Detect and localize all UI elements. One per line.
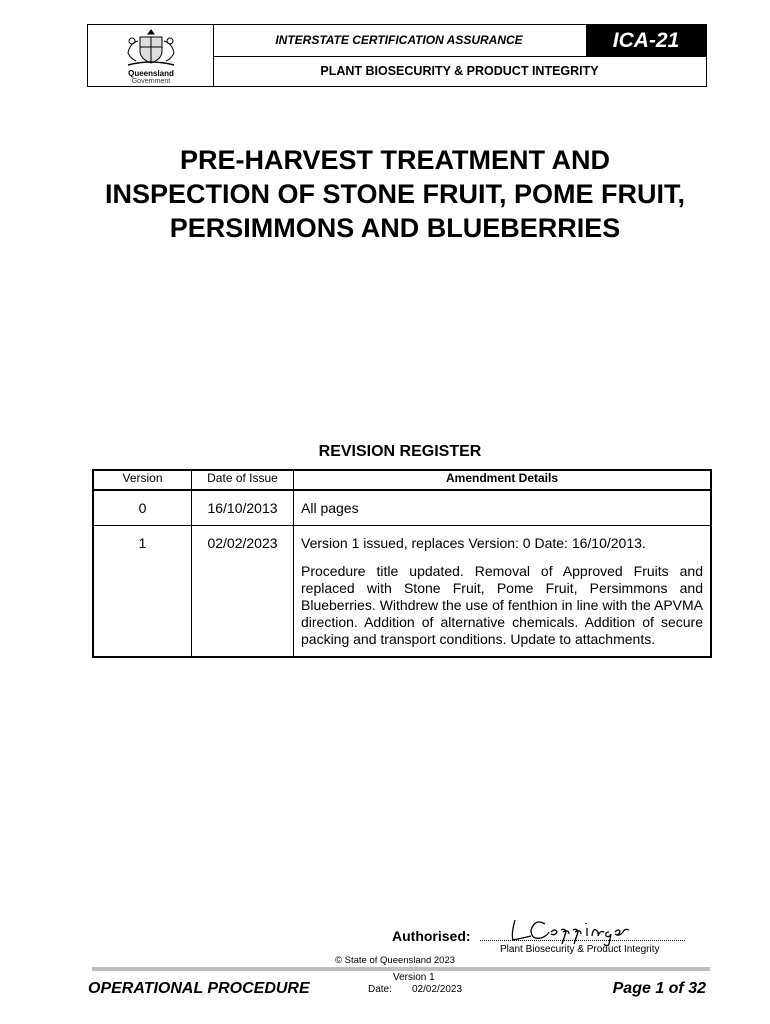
document-title: PRE-HARVEST TREATMENT AND INSPECTION OF STONE FRUIT, POME FRUIT, PERSIMMONS AND BLUEBERRIES xyxy=(104,145,686,243)
col-details-header: Amendment Details xyxy=(294,470,712,490)
authorised-label: Authorised: xyxy=(392,928,471,944)
version-cell: 1 xyxy=(93,526,192,658)
document-header xyxy=(87,24,707,87)
copyright-notice: © State of Queensland 2023 xyxy=(335,955,456,966)
header-division: PLANT BIOSECURITY & PRODUCT INTEGRITY xyxy=(320,64,599,78)
coat-of-arms-icon xyxy=(108,27,194,69)
col-date-header: Date of Issue xyxy=(192,470,294,490)
details-cell xyxy=(294,526,712,658)
details-text: Version 1 issued, replaces Version: 0 Date: 16/10/2013. xyxy=(301,535,646,551)
date-cell: 02/02/2023 xyxy=(192,526,294,658)
logo-subtitle: Government xyxy=(131,78,171,85)
version-cell: 0 xyxy=(93,490,192,526)
queensland-government-logo xyxy=(108,27,194,85)
date-cell: 16/10/2013 xyxy=(192,490,294,526)
header-program-title: INTERSTATE CERTIFICATION ASSURANCE xyxy=(275,33,523,47)
page-number: Page 1 of 32 xyxy=(612,980,706,997)
signature-image xyxy=(505,912,635,946)
logo-cell xyxy=(88,25,214,86)
table-header-row xyxy=(93,470,711,490)
footer-date: 02/02/2023 xyxy=(412,984,463,995)
details-cell xyxy=(294,490,712,526)
footer-version: Version 1 xyxy=(393,972,435,983)
details-text: All pages xyxy=(301,500,359,516)
details-text: Procedure title updated. Removal of Approved Fruits and replaced with Stone Fruit, Pome Fruit, Persimmons and Blueberries. Withdrew the use of fenthion in line with the APVMA direction. Addition of alternative chemicals. Addition of secure packing and transport conditions. Update to attachments. xyxy=(301,563,703,647)
header-row-1 xyxy=(213,25,706,57)
document-code: ICA-21 xyxy=(586,25,706,56)
revision-register-table xyxy=(92,469,712,658)
authoriser-role: Plant Biosecurity & Product Integrity xyxy=(500,944,660,955)
table-row xyxy=(93,526,711,658)
footer-divider xyxy=(92,967,710,971)
col-version-header: Version xyxy=(93,470,192,490)
revision-register-heading: REVISION REGISTER xyxy=(318,443,482,460)
footer-date-label: Date: xyxy=(368,984,392,995)
logo-name: Queensland xyxy=(128,69,174,78)
table-row xyxy=(93,490,711,526)
footer-doc-type: OPERATIONAL PROCEDURE xyxy=(88,980,310,997)
